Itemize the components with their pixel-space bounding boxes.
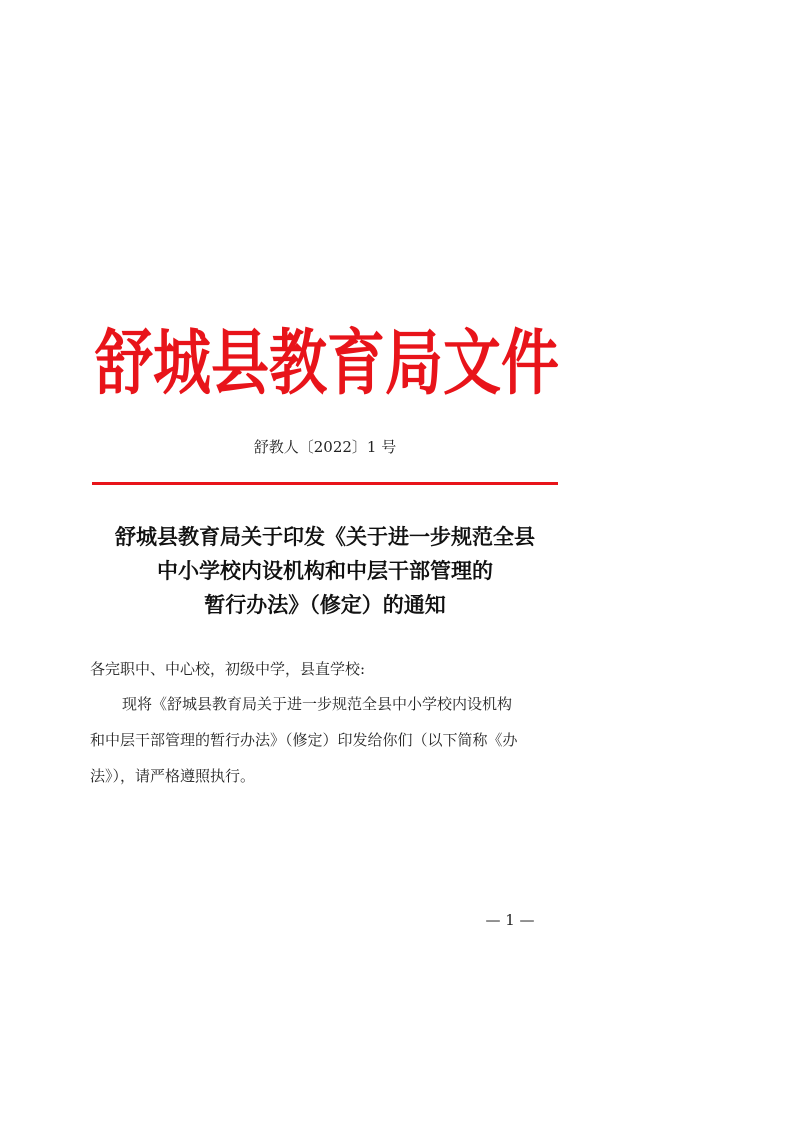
notice-title-line-3: 暂行办法》（修定）的通知 <box>204 592 446 617</box>
body-line-3: 法》），请严格遵照执行。 <box>90 767 256 785</box>
page-number: — 1 — <box>485 911 535 929</box>
notice-title <box>70 520 580 622</box>
masthead-title: 舒城县教育局文件 <box>94 321 559 405</box>
notice-title-line-1: 舒城县教育局关于印发《关于进一步规范全县 <box>115 524 535 549</box>
body-paragraph <box>90 686 556 794</box>
salutation: 各完职中、中心校，初级中学，县直学校: <box>90 660 366 678</box>
document-number: 舒教人〔2022〕1 号 <box>253 438 397 456</box>
body-line-1: 现将《舒城县教育局关于进一步规范全县中小学校内设机构 <box>122 695 513 713</box>
body-line-2: 和中层干部管理的暂行办法》（修定）印发给你们（以下简称《办 <box>90 731 518 749</box>
red-divider-line <box>92 482 558 485</box>
notice-title-line-2: 中小学校内设机构和中层干部管理的 <box>157 558 493 583</box>
